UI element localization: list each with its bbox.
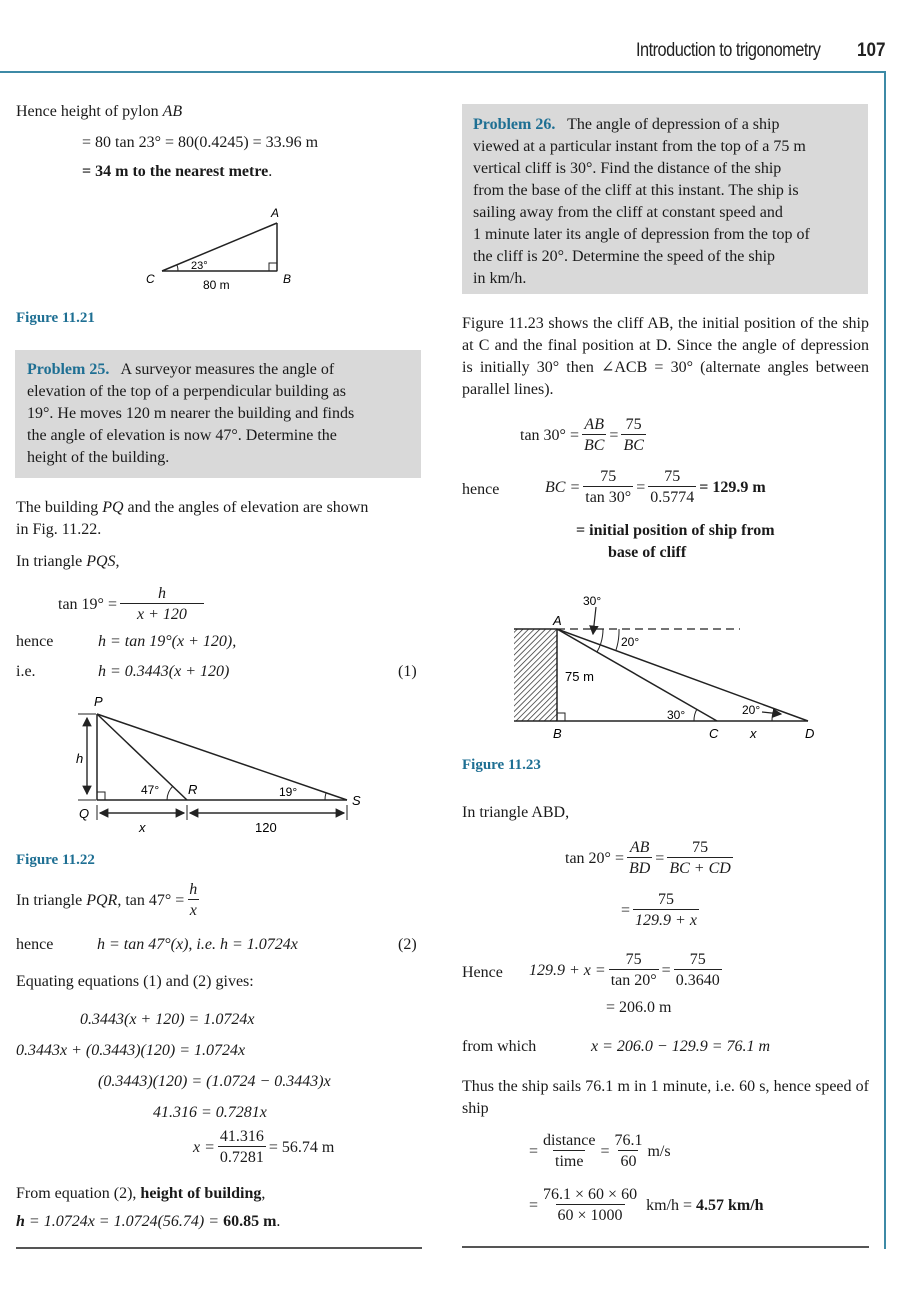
svg-text:x: x xyxy=(139,820,146,835)
svg-text:23°: 23° xyxy=(191,260,208,272)
svg-text:B: B xyxy=(553,726,562,741)
svg-text:47°: 47° xyxy=(141,783,160,797)
step-4: 41.316 = 0.7281x xyxy=(153,1104,267,1121)
step-1: 0.3443(x + 120) = 1.0724x xyxy=(80,1011,255,1028)
chapter-title: Introduction to trigonometry xyxy=(636,40,821,61)
svg-text:30°: 30° xyxy=(583,594,602,608)
svg-text:19°: 19° xyxy=(279,785,298,799)
Hence-label: Hence xyxy=(462,964,503,981)
svg-text:80 m: 80 m xyxy=(203,278,230,292)
svg-text:30°: 30° xyxy=(667,708,686,722)
equation-tan30: tan 30° = $\frac{AB}{BC}$ = $\frac{75}{BC}$ xyxy=(520,416,644,454)
figure-11-22-caption: Figure 11.22 xyxy=(16,852,95,868)
svg-text:P: P xyxy=(94,694,103,709)
speed-equation-2: = $\frac{76.1 \times 60 \times 60}{60 \times 1000}$ km/h = 4.57 km/h xyxy=(529,1186,764,1224)
svg-text:A: A xyxy=(553,613,562,628)
equation-tan20-sub: = $\frac{75}{129.9 + x}$ xyxy=(621,891,697,929)
figure-11-21-caption: Figure 11.21 xyxy=(16,310,95,326)
svg-text:S: S xyxy=(352,793,361,808)
svg-text:A: A xyxy=(271,206,280,220)
speed-equation-1: = $\frac{\text{distance}}{\text{time}}$ = $\frac{76.1}{60}$ m/s xyxy=(529,1132,671,1170)
equation-2: h = tan 47°(x), i.e. h = 1.0724x xyxy=(97,936,298,953)
equating-text: Equating equations (1) and (2) gives: xyxy=(16,973,254,990)
figure-11-23-caption: Figure 11.23 xyxy=(462,757,541,773)
x-equation: x = 206.0 − 129.9 = 76.1 m xyxy=(591,1038,771,1055)
equation-1: h = 0.3443(x + 120) xyxy=(98,663,230,680)
equation-tan20: tan 20° = $\frac{AB}{BD}$ = $\frac{75}{BC + CD}$ xyxy=(565,839,731,877)
equation-2-tag: (2) xyxy=(398,936,417,953)
triangle-pqr-equation: In triangle PQR , tan 47° = $\frac{h}{x}$ xyxy=(16,881,198,919)
equation-hence: h = tan 19°(x + 120), xyxy=(98,633,237,650)
equation-tan19: tan 19° = $\frac{h}{x + 120}$ xyxy=(58,584,207,625)
figure-11-21-diagram xyxy=(140,200,300,300)
triangle-abd-heading: In triangle ABD, xyxy=(462,804,570,821)
page-number: 107 xyxy=(857,40,886,61)
svg-text:C: C xyxy=(709,726,719,741)
svg-text:C: C xyxy=(146,272,155,286)
svg-text:x: x xyxy=(750,726,757,741)
equation-1-tag: (1) xyxy=(398,663,417,680)
final-height: h = 1.0724x = 1.0724(56.74) = 60.85 m. xyxy=(16,1213,281,1230)
svg-text:D: D xyxy=(805,726,815,741)
svg-text:B: B xyxy=(283,272,292,286)
step-3: (0.3443)(120) = (1.0724 − 0.3443)x xyxy=(98,1073,331,1090)
svg-text:75 m: 75 m xyxy=(565,669,594,684)
svg-text:20°: 20° xyxy=(742,703,761,717)
pylon-equation: = 80 tan 23° = 80(0.4245) = 33.96 m xyxy=(82,134,319,151)
right-bottom-rule xyxy=(462,1246,869,1248)
figure-11-23-diagram xyxy=(505,590,835,750)
problem-25-text: Problem 25. A surveyor measures the angle of elevation of the top of a perpendicular building as 19°. He moves 120 m nearer the building and finds the angle of elevation is now 47°. Determine the height of the building. xyxy=(27,361,355,466)
building-intro: The building PQ and the angles of elevation are shown in Fig. 11.22. xyxy=(16,499,369,538)
frame-right-rule xyxy=(884,71,886,1249)
sum-result: = 206.0 m xyxy=(606,999,672,1016)
pylon-result: = 34 m to the nearest metre. xyxy=(82,163,273,180)
frame-top-rule xyxy=(0,71,886,73)
bc-note-2: base of cliff xyxy=(608,544,687,561)
from-which-label: from which xyxy=(462,1038,537,1055)
pylon-intro: Hence height of pylon AB xyxy=(16,103,183,120)
equation-bc: BC = $\frac{75}{\tan 30^\circ}$ = $\frac{75}{0.5774}$ = 129.9 m xyxy=(545,468,766,506)
triangle-pqs-heading: In triangle PQS, xyxy=(16,553,120,570)
hence-label-right: hence xyxy=(462,481,500,498)
svg-text:h: h xyxy=(76,751,84,766)
svg-text:20°: 20° xyxy=(621,635,640,649)
thus-paragraph: Thus the ship sails 76.1 m in 1 minute, i.e. 60 s, hence speed of ship xyxy=(462,1078,869,1117)
figure-11-22-diagram xyxy=(50,690,380,840)
step-2: 0.3443x + (0.3443)(120) = 1.0724x xyxy=(16,1042,246,1059)
equation-sum: 129.9 + x = $\frac{75}{\tan 20^\circ}$ = $\frac{75}{0.3640}$ xyxy=(529,951,720,989)
figure-11-23-intro: Figure 11.23 shows the cliff AB, the initial position of the ship at C and the final position at D. Since the angle of depression is initially 30° then ∠ACB = 30° (alternate angles between parallel lines). xyxy=(462,315,869,398)
svg-text:R: R xyxy=(188,782,198,797)
hence-label: hence xyxy=(16,633,54,650)
left-bottom-rule xyxy=(16,1247,422,1249)
bc-note-1: = initial position of ship from xyxy=(576,522,775,539)
x-solution: x = $\frac{41.316}{0.7281}$ = 56.74 m xyxy=(193,1128,335,1166)
hence2-label: hence xyxy=(16,936,54,953)
ie-label: i.e. xyxy=(16,663,36,680)
problem-26-text: Problem 26. The angle of depression of a ship viewed at a particular instant from the top of a 75 m vertical cliff is 30°. Find the distance of the ship from the base of the cliff at this instant. The ship is sailing away from the cliff at constant speed and 1 minute later its angle of depression from the top of the cliff is 20°. Determine the speed of the ship in km/h. xyxy=(473,116,810,287)
svg-text:Q: Q xyxy=(79,806,90,821)
svg-text:120: 120 xyxy=(255,820,277,835)
from-equation-2: From equation (2), height of building, xyxy=(16,1185,266,1202)
